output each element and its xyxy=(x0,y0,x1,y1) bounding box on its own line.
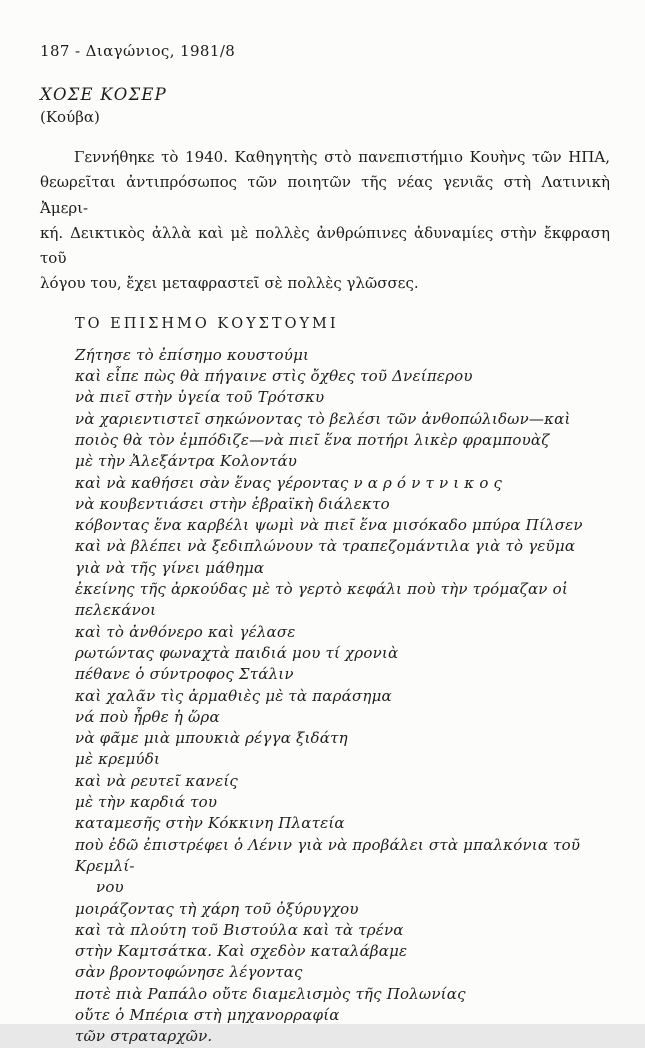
poem-line: ἐκείνης τῆς ἀρκούδας μὲ τὸ γερτὸ κεφάλι ποὺ τὴν τρόμαζαν οἱ πελεκάνοι xyxy=(75,580,573,620)
poem-line: μὲ τὴν Ἀλεξάντρα Κολοντάυ xyxy=(75,452,298,471)
poem-title: ΤΟ ΕΠΙΣΗΜΟ ΚΟΥΣΤΟΥΜΙ xyxy=(75,315,339,332)
bio-paragraph xyxy=(40,145,610,297)
poem-line: μοιράζοντας τὴ χάρη τοῦ ὀξύρυγχου xyxy=(75,899,359,918)
poem-line: νὰ κουβεντιάσει στὴν ἑβραϊκὴ διάλεκτο xyxy=(75,494,390,513)
poem-line: νά ποὺ ἦρθε ἡ ὥρα xyxy=(75,707,220,726)
poem-line: ρωτώντας φωναχτὰ παιδιά μου τί χρονιὰ xyxy=(75,643,399,662)
poem-line: νὰ φᾶμε μιὰ μπουκιὰ ρέγγα ξιδάτη xyxy=(75,729,348,748)
poem-line: Ζήτησε τὸ ἐπίσημο κουστούμι xyxy=(75,345,310,364)
poem-line: μὲ τὴν καρδιά του xyxy=(75,793,218,812)
poem-line: τῶν στραταρχῶν. xyxy=(75,1027,213,1046)
poem-line: καταμεσῆς στὴν Κόκκινη Πλατεία xyxy=(75,814,345,833)
poem-line: νὰ χαριεντιστεῖ σηκώνοντας τὸ βελέσι τῶν ἀνθοπώλιδων—καὶ xyxy=(75,409,571,428)
poem-line: καὶ τὰ πλούτη τοῦ Βιστούλα καὶ τὰ τρένα xyxy=(75,920,404,939)
poem-line: καὶ νὰ ρευτεῖ κανείς xyxy=(75,771,239,790)
running-head: 187 - Διαγώνιος, 1981/8 xyxy=(40,42,236,60)
poem-line: στὴν Καμτσάτκα. Καὶ σχεδὸν καταλάβαμε xyxy=(75,942,408,961)
poem-line: σὰν βροντοφώνησε λέγοντας xyxy=(75,963,303,982)
poem-line: καὶ νὰ καθήσει σὰν ἕνας γέροντας ν α ρ ό ν τ ν ι κ ο ς xyxy=(75,473,503,492)
poem-line: καὶ τὸ ἀνθόνερο καὶ γέλασε xyxy=(75,622,296,641)
poem-line-continuation: νου xyxy=(96,878,124,897)
poem-line: καὶ εἶπε πὼς θὰ πήγαινε στὶς ὄχθες τοῦ Δνείπερου xyxy=(75,367,473,386)
poem-line: ποτὲ πιὰ Ραπάλο οὔτε διαμελισμὸς τῆς Πολωνίας xyxy=(75,984,466,1003)
poem-line: νὰ πιεῖ στὴν ὑγεία τοῦ Τρότσκυ xyxy=(75,388,325,407)
poem-line: μὲ κρεμύδι xyxy=(75,750,161,769)
poem-line: κόβοντας ἕνα καρβέλι ψωμὶ νὰ πιεῖ ἕνα μισόκαδο μπύρα Πίλσεν xyxy=(75,516,583,535)
poem-line: καὶ νὰ βλέπει νὰ ξεδιπλώνουν τὰ τραπεζομάντιλα γιὰ τὸ γεῦμα xyxy=(75,537,576,556)
bio-line: λόγου του, ἔχει μεταφραστεῖ σὲ πολλὲς γλῶσσες. xyxy=(40,274,419,293)
author-country: (Κούβα) xyxy=(40,108,100,126)
bio-line: Γεννήθηκε τὸ 1940. Καθηγητὴς στὸ πανεπιστήμιο Κουὴνς τῶν ΗΠΑ, xyxy=(74,148,610,166)
poem-line: καὶ χαλᾶν τὶς ἁρμαθιὲς μὲ τὰ παράσημα xyxy=(75,686,392,705)
bio-line: κή. Δεικτικὸς ἀλλὰ καὶ μὲ πολλὲς ἀνθρώπινες ἀδυναμίες στὴν ἔκφραση τοῦ xyxy=(40,223,610,268)
poem-line: ποιὸς θὰ τὸν ἐμπόδιζε—νὰ πιεῖ ἕνα ποτήρι λικὲρ φραμπουὰζ xyxy=(75,430,550,449)
poem-line: πέθανε ὁ σύντροφος Στάλιν xyxy=(75,665,294,684)
poem-line: οὔτε ὁ Μπέρια στὴ μηχανορραφία xyxy=(75,1005,340,1024)
poem-line: γιὰ νὰ τῆς γίνει μάθημα xyxy=(75,558,265,577)
poem-body xyxy=(75,345,610,1048)
bio-line: θεωρεῖται ἀντιπρόσωπος τῶν ποιητῶν τῆς νέας γενιᾶς στὴ Λατινικὴ Ἀμερι- xyxy=(40,173,610,217)
poem-line: ποὺ ἐδῶ ἐπιστρέφει ὁ Λένιν γιὰ νὰ προβάλει στὰ μπαλκόνια τοῦ Κρεμλί- xyxy=(75,835,586,875)
author-name: ΧΟΣΕ ΚΟΣΕΡ xyxy=(40,85,167,104)
